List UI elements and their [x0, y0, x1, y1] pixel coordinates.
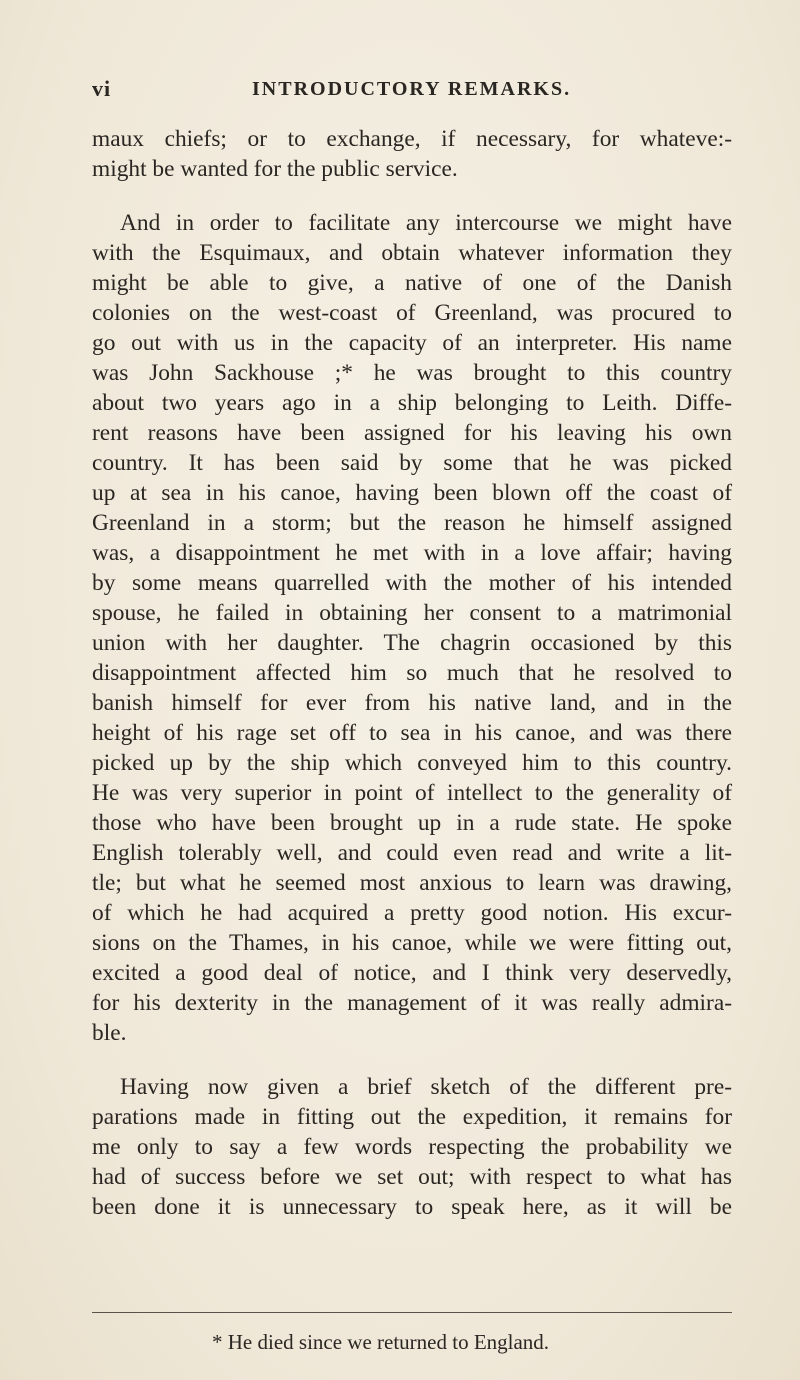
- text-line: banish himself for ever from his native land, and in the: [92, 690, 732, 716]
- paragraph-3: [92, 1072, 732, 1222]
- page-number: vi: [92, 76, 112, 101]
- running-head: [92, 76, 732, 106]
- text-line: had of success before we set out; with respect to what has: [92, 1164, 732, 1190]
- text-line: me only to say a few words respecting the probability we: [92, 1134, 732, 1160]
- text-line: union with her daughter. The chagrin occasioned by this: [92, 630, 732, 656]
- text-line: country. It has been said by some that he was picked: [92, 450, 732, 476]
- text-line: English tolerably well, and could even read and write a lit-: [92, 840, 732, 866]
- text-line: by some means quarrelled with the mother of his intended: [92, 570, 732, 596]
- text-line: sions on the Thames, in his canoe, while we were fitting out,: [92, 930, 732, 956]
- text-line: was, a disappointment he met with in a love affair; having: [92, 540, 732, 566]
- text-line: maux chiefs; or to exchange, if necessary, for whateve:-: [92, 126, 732, 152]
- text-line: was John Sackhouse ;* he was brought to this country: [92, 360, 732, 386]
- text-line: might be able to give, a native of one of the Danish: [92, 270, 732, 296]
- text-line: about two years ago in a ship belonging to Leith. Diffe-: [92, 390, 732, 416]
- paragraph-2: [92, 208, 732, 1048]
- text-line: height of his rage set off to sea in his canoe, and was there: [92, 720, 732, 746]
- footnote: * He died since we returned to England.: [212, 1330, 550, 1354]
- paragraph-1: [92, 124, 732, 184]
- text-line: been done it is unnecessary to speak here, as it will be: [92, 1194, 732, 1220]
- text-line: those who have been brought up in a rude state. He spoke: [92, 810, 732, 836]
- text-line: might be wanted for the public service.: [92, 156, 458, 182]
- body-text: [92, 124, 732, 1222]
- text-line: tle; but what he seemed most anxious to learn was drawing,: [92, 870, 732, 896]
- text-line: rent reasons have been assigned for his leaving his own: [92, 420, 732, 446]
- text-line: ble.: [92, 1020, 127, 1046]
- text-line: up at sea in his canoe, having been blown off the coast of: [92, 480, 732, 506]
- text-line: He was very superior in point of intellect to the generality of: [92, 780, 732, 806]
- text-line: And in order to facilitate any intercourse we might have: [120, 210, 732, 236]
- text-line: for his dexterity in the management of it was really admira-: [92, 990, 732, 1016]
- text-line: colonies on the west-coast of Greenland, was procured to: [92, 300, 732, 326]
- footnote-rule: [92, 1312, 732, 1313]
- text-line: disappointment affected him so much that he resolved to: [92, 660, 732, 686]
- text-line: of which he had acquired a pretty good notion. His excur-: [92, 900, 732, 926]
- text-line: with the Esquimaux, and obtain whatever information they: [92, 240, 732, 266]
- running-title: INTRODUCTORY REMARKS.: [252, 78, 572, 100]
- text-line: spouse, he failed in obtaining her consent to a matrimonial: [92, 600, 732, 626]
- text-line: go out with us in the capacity of an interpreter. His name: [92, 330, 732, 356]
- text-line: picked up by the ship which conveyed him to this country.: [92, 750, 732, 776]
- text-line: parations made in fitting out the expedition, it remains for: [92, 1104, 732, 1130]
- text-line: Having now given a brief sketch of the different pre-: [120, 1074, 732, 1100]
- text-line: excited a good deal of notice, and I think very deservedly,: [92, 960, 732, 986]
- text-line: Greenland in a storm; but the reason he himself assigned: [92, 510, 732, 536]
